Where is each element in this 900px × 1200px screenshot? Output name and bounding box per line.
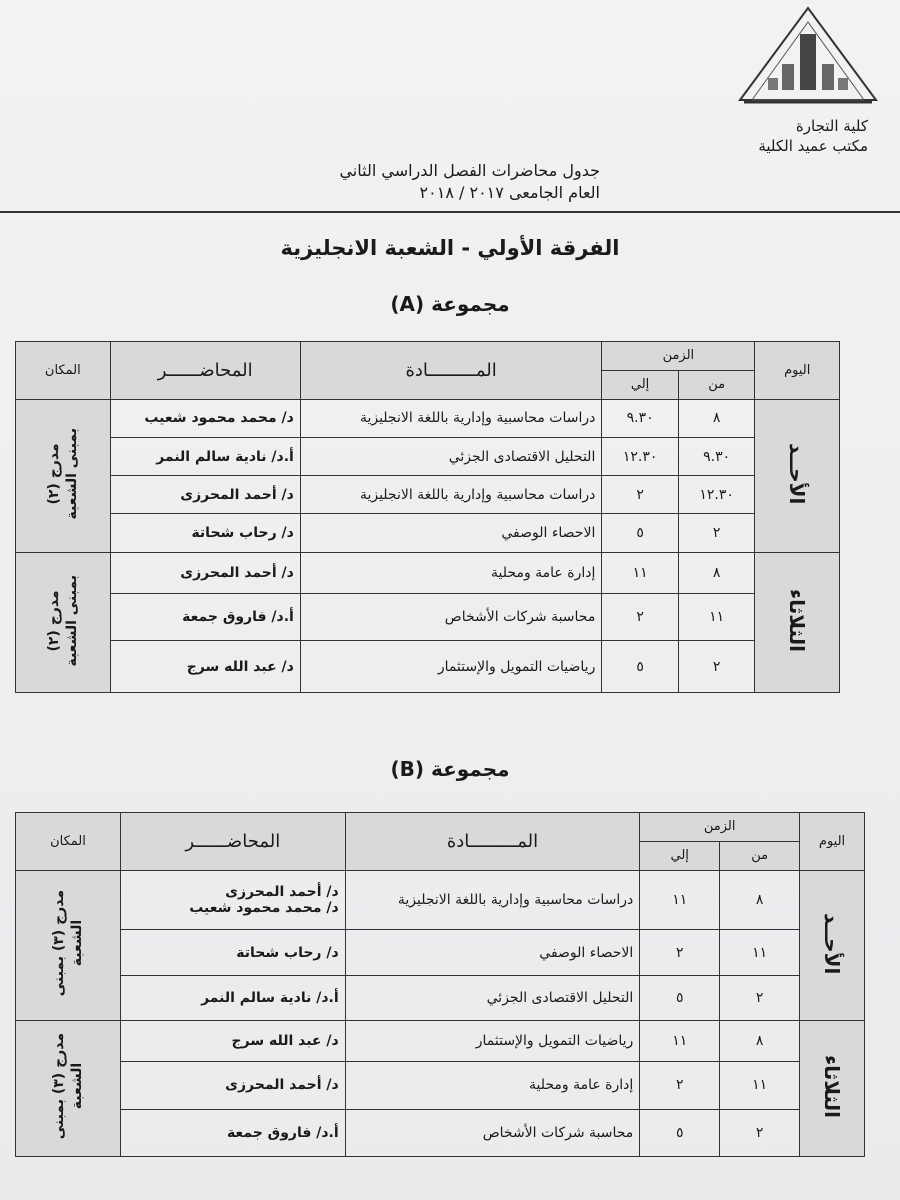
time-to: ١١ <box>602 552 679 593</box>
time-to: ٢ <box>640 930 720 975</box>
header-from: من <box>678 370 755 399</box>
group-a-title: مجموعة (A) <box>390 292 510 316</box>
day-cell: الثلاثاء <box>755 552 840 692</box>
university-logo-icon <box>730 4 886 110</box>
time-from: ٨ <box>720 1021 800 1062</box>
faculty-block <box>758 116 868 156</box>
header-subject: المـــــــــادة <box>300 342 602 400</box>
day-cell: الأحــد <box>755 399 840 552</box>
table-row <box>16 1062 865 1109</box>
time-from: ١١ <box>720 1062 800 1109</box>
lecturer: د/ رحاب شحاتة <box>110 514 300 552</box>
time-from: ٨ <box>720 870 800 930</box>
place-cell: مدرج (٢) بمبنى الشعبة <box>16 399 111 552</box>
time-to: ٥ <box>640 975 720 1020</box>
header-to: إلي <box>640 841 720 870</box>
subject: التحليل الاقتصادى الجزئي <box>345 975 640 1020</box>
time-from: ٢ <box>678 641 755 693</box>
lecturer: د/ أحمد المحرزى <box>110 552 300 593</box>
time-to: ٩.٣٠ <box>602 399 679 437</box>
table-row <box>16 593 840 640</box>
group-b-title: مجموعة (B) <box>390 757 510 781</box>
table-row <box>16 476 840 514</box>
lecturer: أ.د/ فاروق جمعة <box>110 593 300 640</box>
time-from: ١١ <box>720 930 800 975</box>
header-subject: المـــــــــادة <box>345 813 640 871</box>
header-time: الزمن <box>602 342 755 371</box>
subject: محاسبة شركات الأشخاص <box>300 593 602 640</box>
lecturer: د/ عبد الله سرج <box>120 1021 345 1062</box>
header-to: إلي <box>602 370 679 399</box>
header-divider <box>0 211 900 213</box>
lecturer: د/ أحمد المحرزى <box>120 1062 345 1109</box>
lecturer: د/ أحمد المحرزى <box>110 476 300 514</box>
lecturer-second: د/ محمد محمود شعيب <box>189 900 339 917</box>
header-lecturer: المحاضــــــر <box>110 342 300 400</box>
table-row <box>16 437 840 475</box>
table-row <box>16 641 840 693</box>
time-to: ٢ <box>602 593 679 640</box>
table-row <box>16 399 840 437</box>
time-from: ٨ <box>678 552 755 593</box>
header-place: المكان <box>16 342 111 400</box>
lecturer: أ.د/ نادية سالم النمر <box>120 975 345 1020</box>
place-cell: مدرج (٣) بمبنى الشعبة <box>16 1021 121 1157</box>
subject: دراسات محاسبية وإدارية باللغة الانجليزية <box>300 399 602 437</box>
time-to: ٥ <box>602 641 679 693</box>
header-lecturer: المحاضــــــر <box>120 813 345 871</box>
subject: إدارة عامة ومحلية <box>345 1062 640 1109</box>
place-cell: مدرج (٢) بمبنى الشعبة <box>16 552 111 692</box>
table-row <box>16 1109 865 1156</box>
subject: دراسات محاسبية وإدارية باللغة الانجليزية <box>300 476 602 514</box>
time-to: ٢ <box>640 1062 720 1109</box>
day-cell: الأحــد <box>800 870 865 1020</box>
table-row <box>16 870 865 930</box>
lecturer-cell <box>120 870 345 930</box>
lecturer: أ.د/ نادية سالم النمر <box>110 437 300 475</box>
subject: رياضيات التمويل والإستثمار <box>345 1021 640 1062</box>
schedule-heading <box>300 160 600 204</box>
time-from: ٢ <box>720 975 800 1020</box>
table-row <box>16 1021 865 1062</box>
time-from: ٩.٣٠ <box>678 437 755 475</box>
time-from: ١٢.٣٠ <box>678 476 755 514</box>
dean-office: مكتب عميد الكلية <box>758 137 868 155</box>
lecturer: أ.د/ فاروق جمعة <box>120 1109 345 1156</box>
subject: محاسبة شركات الأشخاص <box>345 1109 640 1156</box>
time-from: ٨ <box>678 399 755 437</box>
subject: إدارة عامة ومحلية <box>300 552 602 593</box>
lecturer: د/ رحاب شحاتة <box>120 930 345 975</box>
table-row <box>16 514 840 552</box>
header-place: المكان <box>16 813 121 871</box>
subject: دراسات محاسبية وإدارية باللغة الانجليزية <box>345 870 640 930</box>
table-row <box>16 975 865 1020</box>
subject: الاحصاء الوصفي <box>345 930 640 975</box>
schedule-title: جدول محاضرات الفصل الدراسي الثاني <box>339 161 600 180</box>
time-from: ١١ <box>678 593 755 640</box>
time-from: ٢ <box>678 514 755 552</box>
subject: التحليل الاقتصادى الجزئي <box>300 437 602 475</box>
time-to: ١١ <box>640 1021 720 1062</box>
time-to: ٢ <box>602 476 679 514</box>
lecturer: د/ أحمد المحرزى <box>225 884 339 901</box>
faculty-name: كلية التجارة <box>795 117 868 135</box>
subject: الاحصاء الوصفي <box>300 514 602 552</box>
lecturer: د/ محمد محمود شعيب <box>110 399 300 437</box>
header-from: من <box>720 841 800 870</box>
academic-year: العام الجامعى ٢٠١٧ / ٢٠١٨ <box>419 183 600 202</box>
lecturer: د/ عبد الله سرج <box>110 641 300 693</box>
subject: رياضيات التمويل والإستثمار <box>300 641 602 693</box>
table-row <box>16 930 865 975</box>
header-day: اليوم <box>755 342 840 400</box>
day-cell: الثلاثاء <box>800 1021 865 1157</box>
section-title: الفرقة الأولي - الشعبة الانجليزية <box>280 236 620 260</box>
time-from: ٢ <box>720 1109 800 1156</box>
place-cell: مدرج (٣) بمبنى الشعبة <box>16 870 121 1020</box>
time-to: ١٢.٣٠ <box>602 437 679 475</box>
header-day: اليوم <box>800 813 865 871</box>
time-to: ٥ <box>640 1109 720 1156</box>
group-a-table <box>15 341 840 693</box>
time-to: ١١ <box>640 870 720 930</box>
group-b-table <box>15 812 865 1157</box>
time-to: ٥ <box>602 514 679 552</box>
table-row <box>16 552 840 593</box>
header-time: الزمن <box>640 813 800 842</box>
